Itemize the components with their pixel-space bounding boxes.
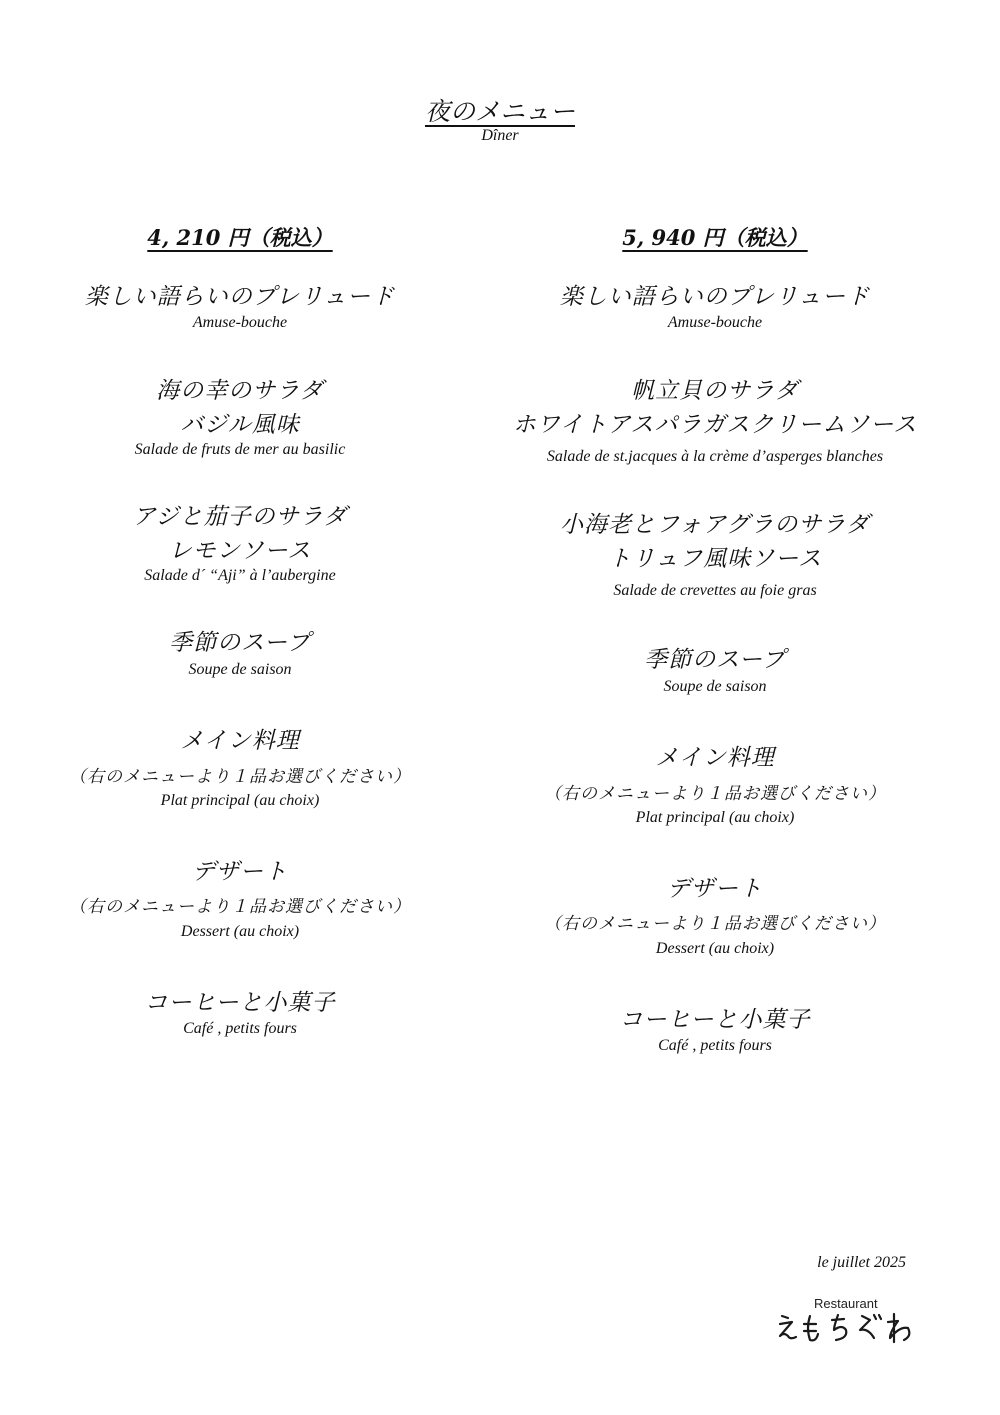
course-amuse-jp: 楽しい語らいのプレリュード <box>84 284 396 310</box>
course-salad2-jp: アジと茄子のサラダ <box>132 504 348 530</box>
course-main-note: （右のメニューより１品お選びください） <box>69 767 411 787</box>
course-salad1-fr: Salade de fruts de mer au basilic <box>134 441 346 458</box>
page-title: 夜のメニュー <box>424 97 575 126</box>
course-coffee-jp: コーヒーと小菓子 <box>619 1007 811 1033</box>
course-salad1-jp: 海の幸のサラダ <box>156 378 324 404</box>
course-dessert-note: （右のメニューより１品お選びください） <box>69 897 411 917</box>
course-main-note: （右のメニューより１品お選びください） <box>544 784 886 804</box>
course-soup-fr: Soupe de saison <box>188 661 292 678</box>
course-soup-jp: 季節のスープ <box>644 647 786 673</box>
course-salad1-jp-sub: バジル風味 <box>180 412 300 438</box>
course-salad2-jp: 小海老とフォアグラのサラダ <box>560 512 870 538</box>
page-subtitle: Dîner <box>481 127 519 144</box>
course-amuse-jp: 楽しい語らいのプレリュード <box>559 284 871 310</box>
course-salad1-fr: Salade de st.jacques à la crème d’asperges blanches <box>546 448 884 465</box>
course-amuse-fr: Amuse-bouche <box>667 314 763 331</box>
course-main-jp: メイン料理 <box>655 745 775 771</box>
course-soup-jp: 季節のスープ <box>169 630 311 656</box>
price-heading: 4, 210 円（税込） <box>147 225 333 250</box>
logo-script-icon <box>770 1310 920 1346</box>
course-salad2-fr: Salade de crevettes au foie gras <box>613 582 817 599</box>
course-coffee-jp: コーヒーと小菓子 <box>144 990 336 1016</box>
course-coffee-fr: Café , petits fours <box>183 1020 297 1037</box>
price-heading: 5, 940 円（税込） <box>622 225 808 250</box>
course-dessert-note: （右のメニューより１品お選びください） <box>544 914 886 934</box>
course-salad1-jp-sub: ホワイトアスパラガスクリームソース <box>512 412 918 438</box>
course-main-fr: Plat principal (au choix) <box>160 792 320 809</box>
course-dessert-fr: Dessert (au choix) <box>655 940 775 957</box>
course-main-jp: メイン料理 <box>180 728 300 754</box>
restaurant-logo <box>770 1296 920 1346</box>
menu-date: le juillet 2025 <box>817 1254 906 1271</box>
logo-restaurant-label: Restaurant <box>814 1296 878 1311</box>
course-salad2-fr: Salade d´ “Aji” à l’aubergine <box>144 567 336 584</box>
course-amuse-fr: Amuse-bouche <box>192 314 288 331</box>
course-dessert-jp: デザート <box>667 876 763 902</box>
course-main-fr: Plat principal (au choix) <box>635 809 795 826</box>
course-soup-fr: Soupe de saison <box>663 678 767 695</box>
course-salad1-jp: 帆立貝のサラダ <box>631 378 799 404</box>
course-coffee-fr: Café , petits fours <box>658 1037 772 1054</box>
course-salad2-jp-sub: トリュフ風味ソース <box>607 546 823 572</box>
course-dessert-jp: デザート <box>192 859 288 885</box>
course-salad2-jp-sub: レモンソース <box>168 538 312 564</box>
course-dessert-fr: Dessert (au choix) <box>180 923 300 940</box>
